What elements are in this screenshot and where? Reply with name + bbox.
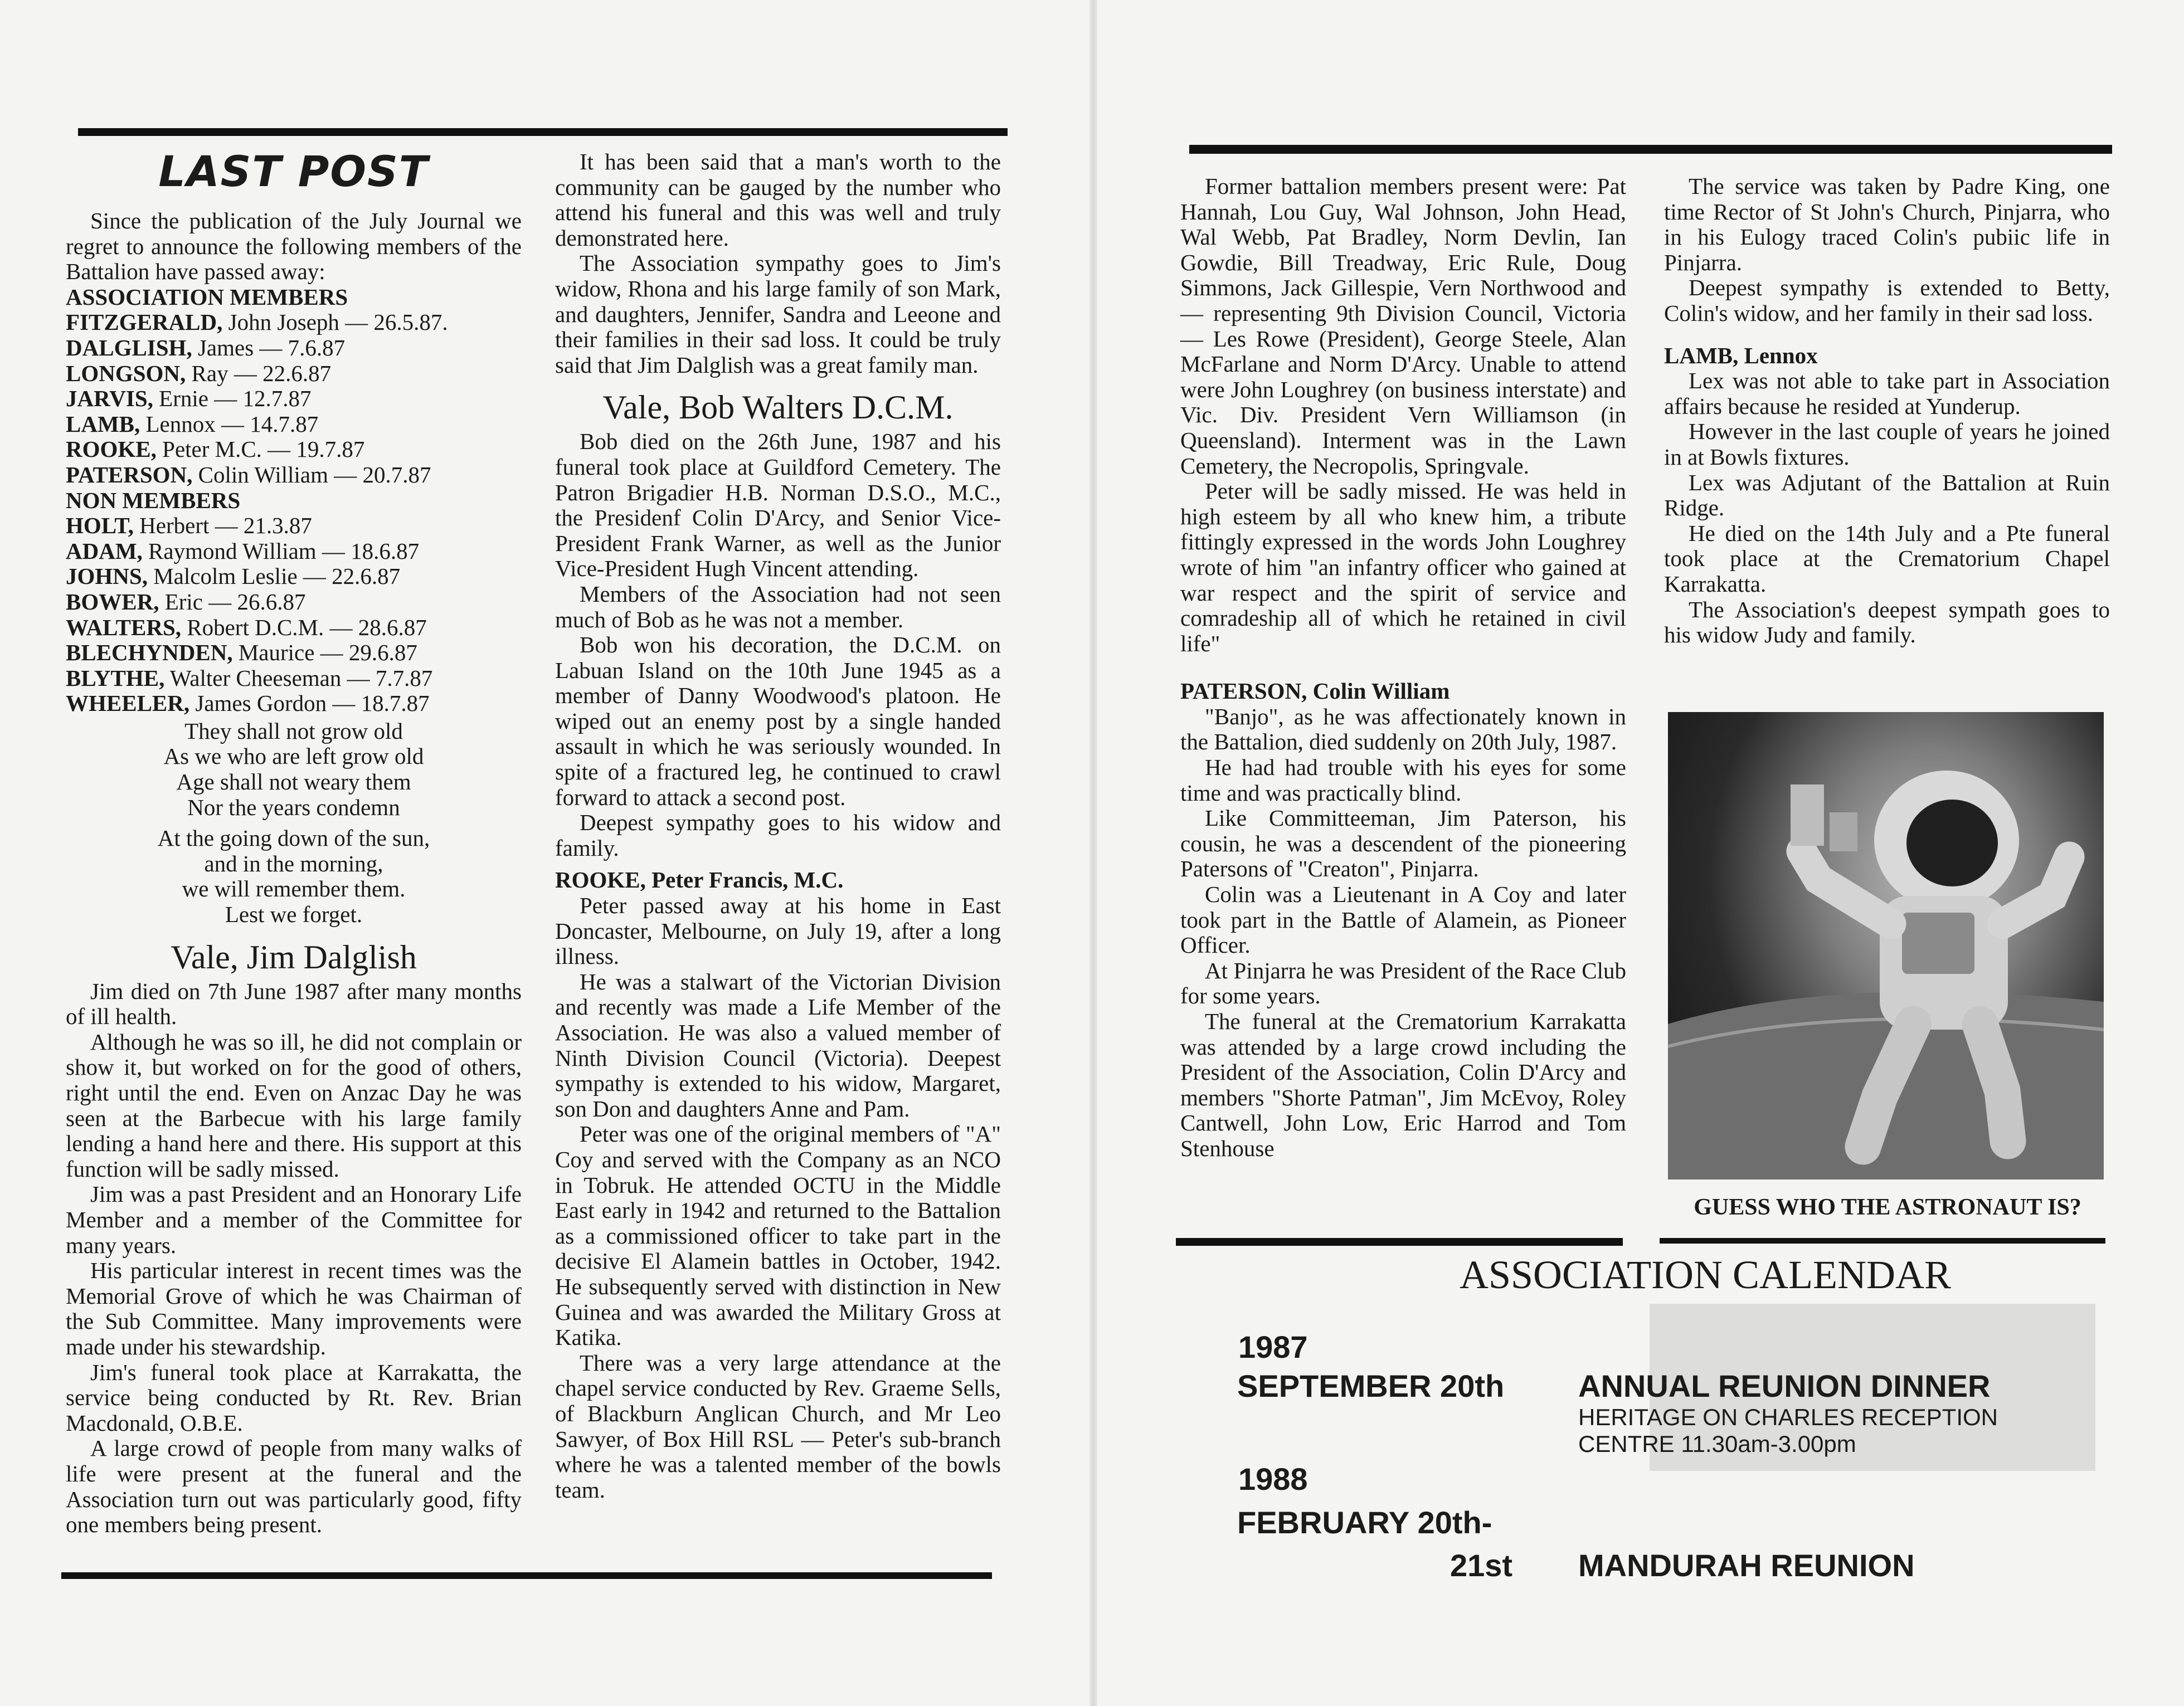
list-item: HOLT, Herbert — 21.3.87 (66, 513, 312, 539)
list-item: BLYTHE, Walter Cheeseman — 7.7.87 (66, 665, 433, 691)
photo-caption: GUESS WHO THE ASTRONAUT IS? (1694, 1195, 2081, 1220)
paragraph: Deepest sympathy is extended to Betty, Colin's widow, and her family in their sad loss. (1664, 275, 2110, 326)
column-vale-walters-rooke (555, 149, 1001, 1503)
paragraph: He was a stalwart of the Victorian Division and recently was made a Life Member of the Association. He was also a valued member of Ninth Division Council (Victoria). Deepest sympathy is extended to his widow, Margaret, son Don and daughters Anne and Pam. (555, 968, 1001, 1122)
astronaut-photo (1668, 712, 2104, 1179)
calendar-date-sept: SEPTEMBER 20th (1237, 1368, 1505, 1403)
list-item: LAMB, Lennox — 14.7.87 (66, 411, 319, 437)
bottom-rule-left (61, 1572, 992, 1579)
paragraph: Jim was a past President and an Honorary Life Member and a member of the Committee for many years. (66, 1181, 522, 1258)
lamb-heading: LAMB, Lennox (1664, 342, 1818, 368)
calendar-event-venue: HERITAGE ON CHARLES RECEPTION (1578, 1404, 1998, 1430)
association-members-heading: ASSOCIATION MEMBERS (66, 284, 348, 310)
list-item: LONGSON, Ray — 22.6.87 (66, 360, 332, 386)
calendar-date-feb-end: 21st (1450, 1548, 1513, 1583)
paragraph: Jim died on 7th June 1987 after many months of ill health. (66, 978, 522, 1030)
calendar-date-feb: FEBRUARY 20th- (1237, 1505, 1492, 1540)
paragraph: Deepest sympathy goes to his widow and family. (555, 810, 1001, 861)
paragraph: His particular interest in recent times was the Memorial Grove of which he was Chairman of the Sub Committee. Many improvements were made under his stewardship. (66, 1257, 522, 1359)
list-item: BLECHYNDEN, Maurice — 29.6.87 (66, 640, 417, 666)
calendar-event-mandurah: MANDURAH REUNION (1578, 1548, 1915, 1583)
paragraph: Lex was not able to take part in Association affairs because he resided at Yunderup. (1664, 368, 2110, 419)
calendar-event-reunion-dinner: ANNUAL REUNION DINNER (1578, 1368, 1991, 1403)
calendar-rule-right (1660, 1238, 2105, 1244)
paragraph: Members of the Association had not seen much of Bob as he was not a member. (555, 581, 1001, 632)
paragraph: However in the last couple of years he joined in at Bowls fixtures. (1664, 418, 2110, 470)
list-item: JOHNS, Malcolm Leslie — 22.6.87 (66, 563, 401, 589)
paragraph: Peter will be sadly missed. He was held in high esteem by all who knew him, a tribute fittingly expressed in the words John Loughrey wrote of him "an infantry officer who gained at war respect and the spirit of service and comradeship all of which he retained in civil life" (1180, 478, 1626, 656)
list-item: DALGLISH, James — 7.6.87 (66, 334, 346, 360)
calendar-year-1988: 1988 (1238, 1461, 1308, 1497)
paragraph: Jim's funeral took place at Karrakatta, the service being conducted by Rt. Rev. Brian Macdonald, O.B.E. (66, 1359, 522, 1436)
paragraph: Like Committeeman, Jim Paterson, his cousin, he was a descendent of the pioneering Patersons of "Creaton", Pinjarra. (1180, 805, 1626, 882)
paragraph: Lex was Adjutant of the Battalion at Ruin Ridge. (1664, 469, 2110, 521)
page-gutter (1089, 0, 1097, 1706)
top-rule-right (1189, 145, 2112, 154)
paragraph: At Pinjarra he was President of the Race Club for some years. (1180, 957, 1626, 1009)
calendar-event-time: CENTRE 11.30am-3.00pm (1578, 1431, 1856, 1457)
list-item: BOWER, Eric — 26.6.87 (66, 588, 306, 615)
paragraph: He had had trouble with his eyes for some time and was practically blind. (1180, 754, 1626, 806)
paragraph: The Association sympathy goes to Jim's widow, Rhona and his large family of son Mark, and daughters, Jennifer, Sandra and Leeone and their families in their sad loss. It could be truly said that Jim Dalglish was a great family man. (555, 250, 1001, 378)
vale-jim-dalglish-heading: Vale, Jim Dalglish (171, 938, 417, 976)
paragraph: Former battalion members present were: Pat Hannah, Lou Guy, Wal Johnson, John Head, Wal Webb, Pat Bradley, Norm Devlin, Ian Gowdie, Bill Treadway, Eric Rule, Doug Simmons, Jack Gillespie, Vern Northwood and — representing 9th Division Council, Victoria — Les Rowe (President), George Steele, Alan McFarlane and Norm D'Arcy. Unable to attend were John Loughrey (on business interstate) and Vic. Div. President Vern Williamson (in Queensland). Interment was in the Lawn Cemetery, the Necropolis, Springvale. (1180, 173, 1626, 479)
paragraph: He died on the 14th July and a Pte funeral took place at the Crematorium Chapel Karrakatta. (1664, 520, 2110, 597)
column-rooke-paterson (1180, 174, 1626, 1162)
paragraph: The service was taken by Padre King, one time Rector of St John's Church, Pinjarra, who in his Eulogy traced Colin's pubiic life in Pinjarra. (1664, 173, 2110, 275)
calendar-year-1987: 1987 (1238, 1329, 1308, 1364)
list-item: ROOKE, Peter M.C. — 19.7.87 (66, 436, 365, 462)
paragraph: It has been said that a man's worth to the community can be gauged by the number who attend his funeral and this was well and truly demonstrated here. (555, 149, 1001, 251)
ode-verse-2: At the going down of the sun, and in the morning, we will remember them. Lest we forget. (157, 825, 430, 928)
paterson-heading: PATERSON, Colin William (1180, 678, 1450, 704)
list-item: ADAM, Raymond William — 18.6.87 (66, 538, 420, 564)
paragraph: Colin was a Lieutenant in A Coy and later took part in the Battle of Alamein, as Pioneer Officer. (1180, 881, 1626, 958)
paragraph: Although he was so ill, he did not complain or show it, but worked on for the good of others, right until the end. Even on Anzac Day he was seen at the Barbecue with his large family lending a hand here and there. His support at this function will be sadly missed. (66, 1029, 522, 1182)
list-item: JARVIS, Ernie — 12.7.87 (66, 386, 312, 412)
ode-verse-1: They shall not grow old As we who are left grow old Age shall not weary them Nor the years condemn (163, 718, 424, 820)
list-item: WALTERS, Robert D.C.M. — 28.6.87 (66, 614, 427, 640)
paragraph: Bob won his decoration, the D.C.M. on Labuan Island on the 10th June 1945 as a member of Danny Woodwood's platoon. He wiped out an enemy post by a single handed assault in which he was seriously wounded. In spite of a fractured leg, he continued to crawl forward to attack a second post. (555, 632, 1001, 810)
list-item: WHEELER, James Gordon — 18.7.87 (66, 690, 430, 716)
vale-bob-walters-heading: Vale, Bob Walters D.C.M. (602, 389, 954, 426)
rooke-heading: ROOKE, Peter Francis, M.C. (555, 867, 844, 893)
paragraph: There was a very large attendance at the chapel service conducted by Rev. Graeme Sells, of Blackburn Anglican Church, and Mr Leo Sawyer, of Box Hill RSL — Peter's sub-branch where he was a talented member of the bowls team. (555, 1349, 1001, 1503)
list-item: PATERSON, Colin William — 20.7.87 (66, 461, 431, 488)
non-members-heading: NON MEMBERS (66, 487, 241, 513)
top-rule-left (78, 128, 1008, 136)
association-calendar-title: ASSOCIATION CALENDAR (1459, 1252, 1952, 1297)
column-paterson-lamb (1664, 174, 2110, 648)
last-post-intro: Since the publication of the July Journal we regret to announce the following members of the Battalion have passed away: (66, 208, 522, 285)
astronaut-illustration (1668, 712, 2104, 1179)
calendar-rule-left (1176, 1238, 1623, 1246)
paragraph: The Association's deepest sympath goes to his widow Judy and family. (1664, 596, 2110, 648)
paragraph: The funeral at the Crematorium Karrakatta was attended by a large crowd including the President of the Association, Colin D'Arcy and members "Shorte Patman", Jim McEvoy, Roley Cantwell, John Low, Eric Harrod and Tom Stenhouse (1180, 1008, 1626, 1161)
list-item: FITZGERALD, John Joseph — 26.5.87. (66, 309, 448, 335)
deceased-list (66, 285, 522, 716)
paragraph: Peter passed away at his home in East Doncaster, Melbourne, on July 19, after a long illness. (555, 893, 1001, 969)
column-last-post (66, 146, 522, 1538)
last-post-heading: LAST POST (158, 147, 429, 196)
paragraph: Bob died on the 26th June, 1987 and his funeral took place at Guildford Cemetery. The Patron Brigadier H.B. Norman D.S.O., M.C., the Presidenf Colin D'Arcy, and Senior Vice-President Frank Warner, as well as the Junior Vice-President Hugh Vincent attending. (555, 428, 1001, 582)
paragraph: A large crowd of people from many walks of life were present at the funeral and the Association turn out was particularly good, fifty one members being present. (66, 1435, 522, 1538)
paragraph: Peter was one of the original members of "A" Coy and served with the Company as an NCO in Tobruk. He attended OCTU in the Middle East early in 1942 and returned to the Battalion as a commissioned officer to take part in the decisive El Alamein battles in October, 1942. He subsequently served with distinction in New Guinea and was awarded the Military Gross at Katika. (555, 1121, 1001, 1351)
paragraph: "Banjo", as he was affectionately known in the Battalion, died suddenly on 20th July, 1987. (1180, 703, 1626, 755)
